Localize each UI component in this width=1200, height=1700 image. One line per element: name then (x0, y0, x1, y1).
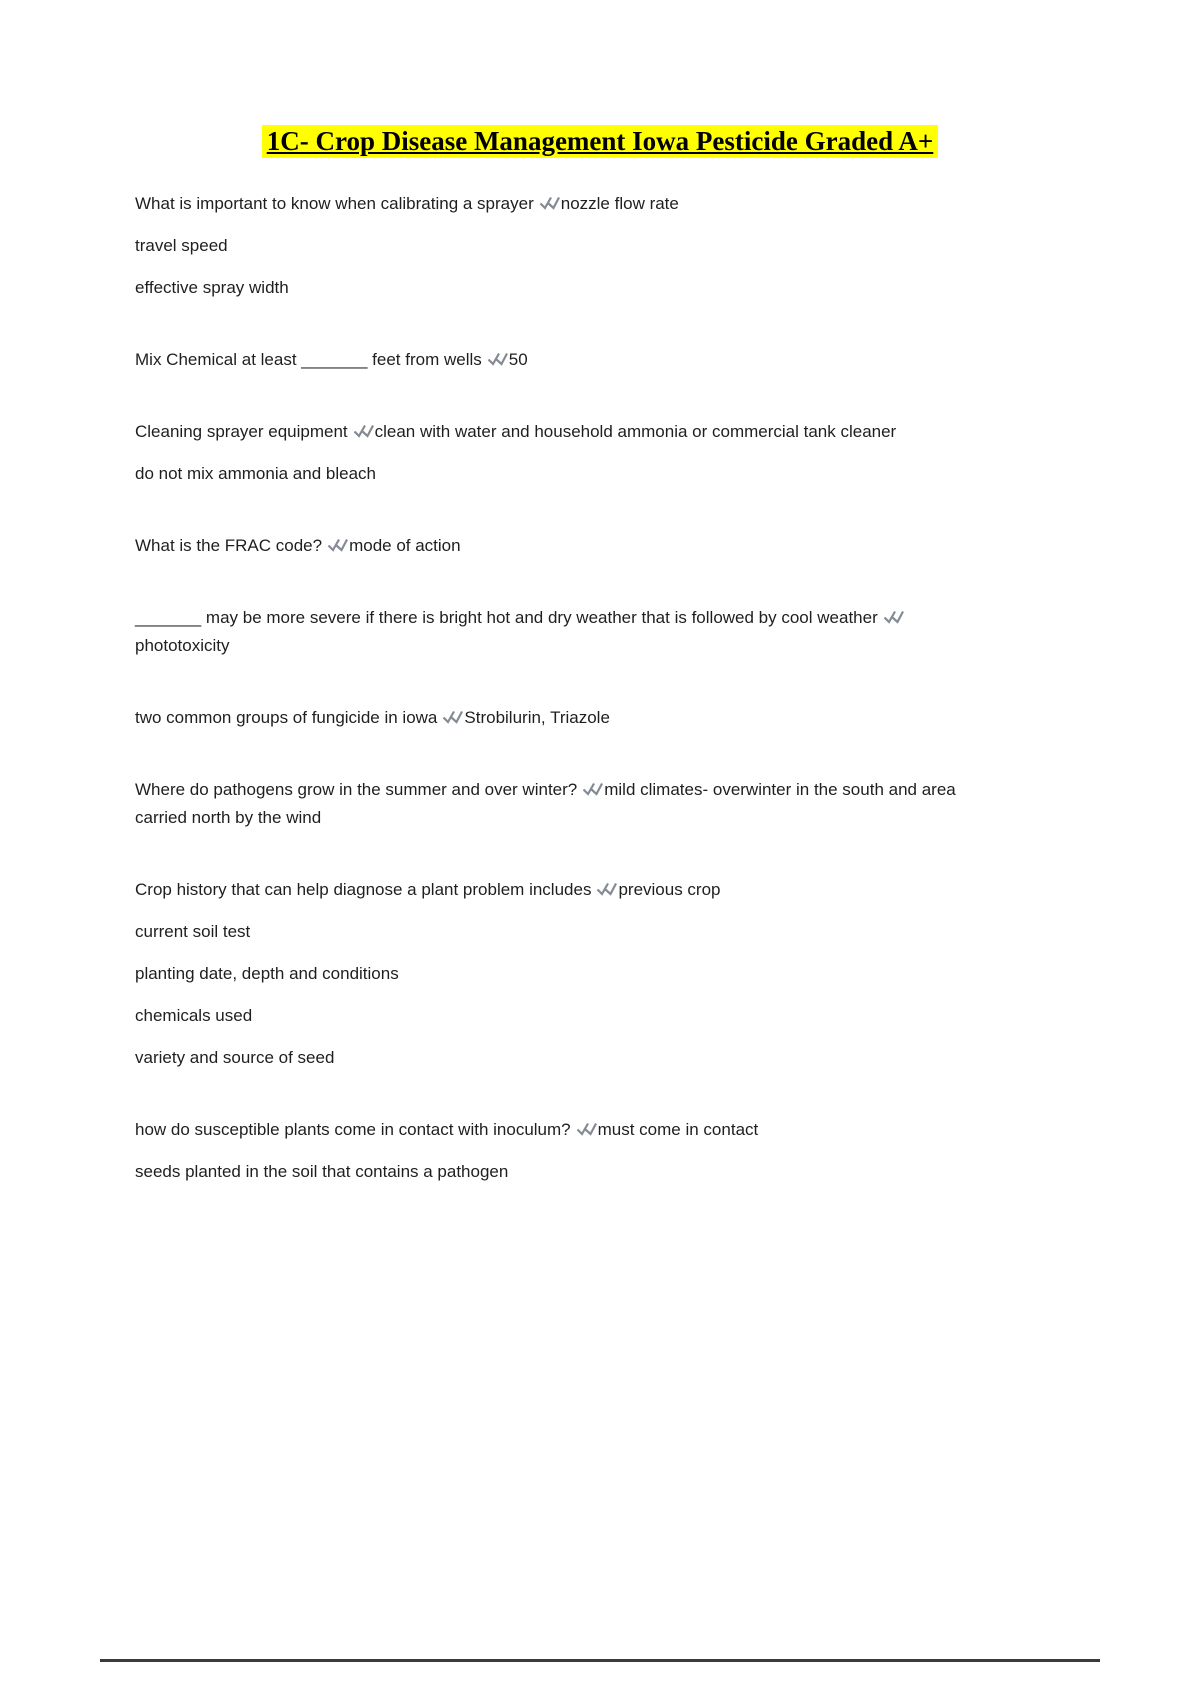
question-text: Crop history that can help diagnose a plant problem includes (135, 880, 592, 899)
question-text: Where do pathogens grow in the summer and over winter? (135, 780, 578, 799)
answer-text: nozzle flow rate (560, 194, 679, 213)
question-line (135, 704, 995, 732)
question-line (135, 876, 995, 904)
answer-text: 50 (508, 350, 528, 369)
answer-text: previous crop (618, 880, 721, 899)
answer-line: seeds planted in the soil that contains a pathogen (135, 1162, 509, 1181)
title-text: 1C- Crop Disease Management Iowa Pesticide Graded A+ (262, 125, 939, 158)
double-check-icon (576, 1122, 597, 1136)
qa-list (0, 190, 995, 1186)
answer-line: do not mix ammonia and bleach (135, 464, 376, 483)
question-text: Mix Chemical at least _______ feet from wells (135, 350, 482, 369)
qa-item (135, 876, 995, 1072)
answer-line: effective spray width (135, 278, 289, 297)
qa-item (135, 532, 995, 560)
qa-item (135, 346, 995, 374)
question-line (135, 190, 995, 218)
double-check-icon (327, 538, 348, 552)
answer-line: current soil test (135, 922, 251, 941)
question-line (135, 532, 995, 560)
question-text: how do susceptible plants come in contact with inoculum? (135, 1120, 571, 1139)
qa-item (135, 776, 995, 832)
answer-line: travel speed (135, 236, 228, 255)
question-text: two common groups of fungicide in iowa (135, 708, 438, 727)
question-text: _______ may be more severe if there is bright hot and dry weather that is followed by cool weather (135, 608, 878, 627)
double-check-icon (883, 610, 904, 624)
question-line (135, 604, 995, 660)
answer-text: mode of action (349, 536, 461, 555)
double-check-icon (539, 196, 560, 210)
answer-line: planting date, depth and conditions (135, 964, 399, 983)
qa-item (135, 704, 995, 732)
double-check-icon (582, 782, 603, 796)
double-check-icon (442, 710, 463, 724)
question-text: Cleaning sprayer equipment (135, 422, 348, 441)
qa-item (135, 418, 995, 488)
answer-text: mild climates- overwinter in the south and area carried north by the wind (135, 780, 956, 827)
qa-item (135, 1116, 995, 1186)
question-text: What is the FRAC code? (135, 536, 323, 555)
qa-item (135, 604, 995, 660)
question-line (135, 776, 995, 832)
question-line (135, 1116, 995, 1144)
answer-line: variety and source of seed (135, 1048, 335, 1067)
answer-text: Strobilurin, Triazole (464, 708, 610, 727)
page-title (0, 0, 1200, 158)
answer-text: must come in contact (597, 1120, 759, 1139)
qa-item (135, 190, 995, 302)
question-line (135, 418, 995, 446)
question-line (135, 346, 995, 374)
footer-divider (100, 1659, 1100, 1662)
answer-line: chemicals used (135, 1006, 253, 1025)
answer-text: phototoxicity (135, 636, 230, 655)
answer-text: clean with water and household ammonia or commercial tank cleaner (374, 422, 897, 441)
double-check-icon (353, 424, 374, 438)
question-text: What is important to know when calibrating a sprayer (135, 194, 534, 213)
double-check-icon (487, 352, 508, 366)
double-check-icon (596, 882, 617, 896)
